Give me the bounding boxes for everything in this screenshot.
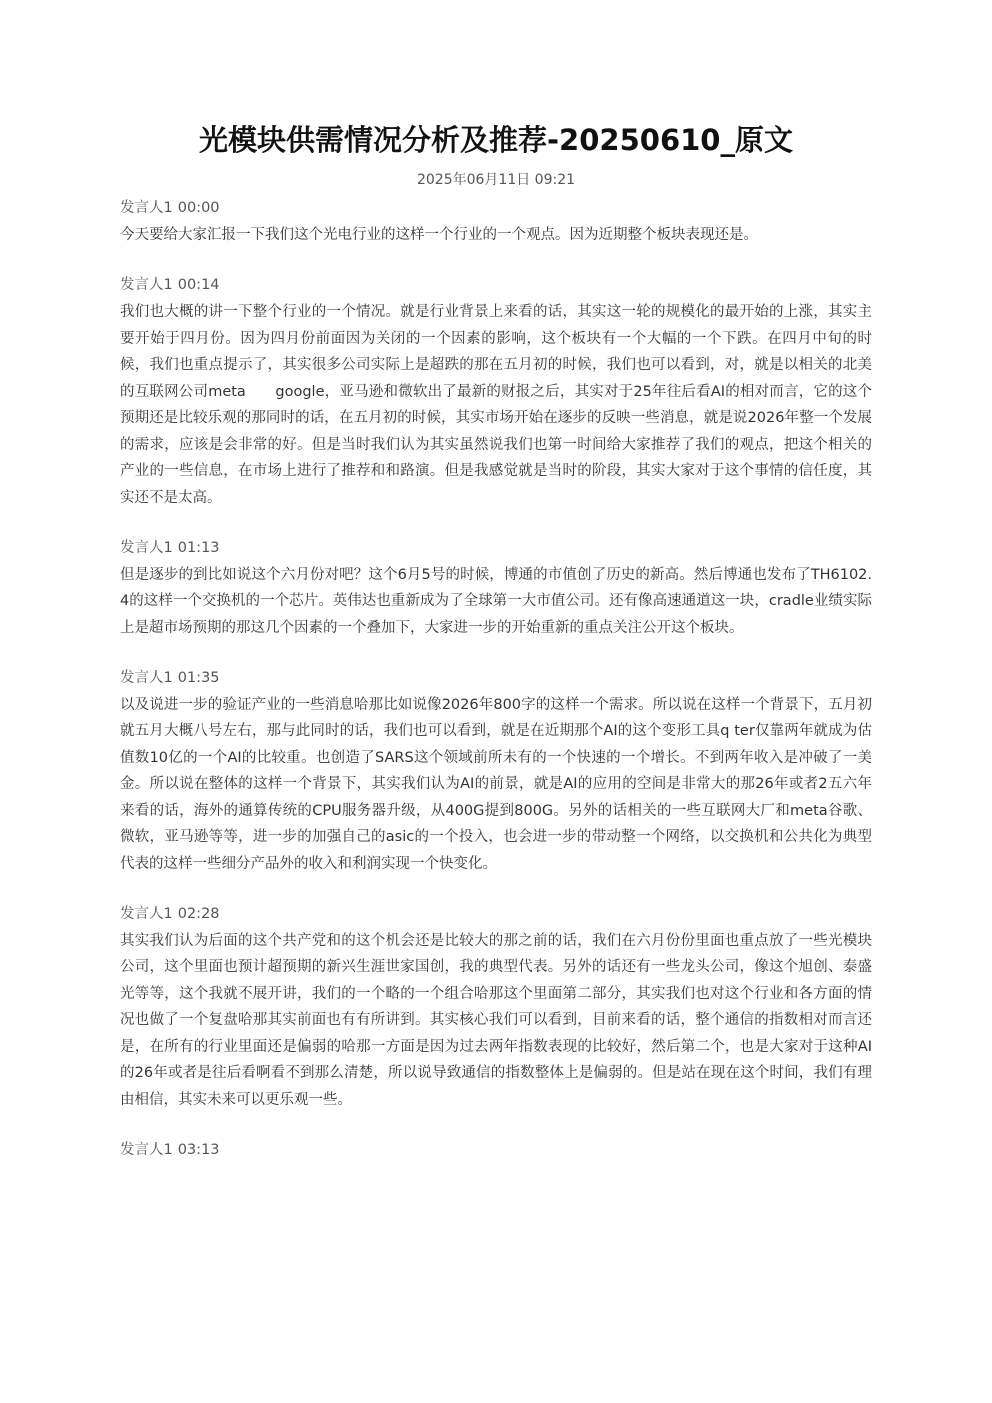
segment-timestamp: 02:28	[177, 905, 220, 922]
segment-text: 我们也大概的讲一下整个行业的一个情况。就是行业背景上来看的话，其实这一轮的规模化的最开始的上涨，其实主要开始于四月份。因为四月份前面因为关闭的一个因素的影响，这个板块有一个大幅的一个下跌。在四月中旬的时候，我们也重点提示了，其实很多公司实际上是超跌的那在五月初的时候，我们也可以看到，对，就是以相关的北美的互联网公司meta google，亚马逊和微软出了最新的财报之后，其实对于25年往后看AI的相对而言，它的这个预期还是比较乐观的那同时的话，在五月初的时候，其实市场开始在逐步的反映一些消息，就是说2026年整一个发展的需求，应该是会非常的好。但是当时我们认为其实虽然说我们也第一时间给大家推荐了我们的观点，把这个相关的产业的一些信息，在市场上进行了推荐和和路演。但是我感觉就是当时的阶段，其实大家对于这个事情的信任度，其实还不是太高。	[120, 304, 872, 506]
speaker-name: 发言人1	[120, 539, 173, 556]
transcript	[120, 198, 872, 1160]
segment-timestamp: 00:14	[177, 277, 220, 293]
speaker-line	[120, 1140, 872, 1160]
document-date: 2025年06月11日 09:21	[416, 172, 576, 188]
speaker-line	[120, 668, 872, 688]
transcript-segment	[120, 668, 872, 878]
speaker-name: 发言人1	[120, 905, 173, 922]
speaker-name: 发言人1	[120, 277, 173, 293]
segment-timestamp: 01:13	[177, 539, 220, 556]
speaker-name: 发言人1	[120, 200, 173, 216]
segment-timestamp: 00:00	[177, 200, 220, 216]
segment-timestamp: 03:13	[177, 1141, 220, 1158]
segment-text: 但是逐步的到比如说这个六月份对吧？这个6月5号的时候，博通的市值创了历史的新高。然后博通也发布了TH6102.4的这样一个交换机的一个芯片。英伟达也重新成为了全球第一大市值公司。还有像高速通道这一块，cradle业绩实际上是超市场预期的那这几个因素的一个叠加下，大家进一步的开始重新的重点关注公开这个板块。	[120, 566, 872, 636]
transcript-segment	[120, 1140, 872, 1160]
transcript-segment	[120, 198, 872, 249]
transcript-segment	[120, 904, 872, 1114]
speaker-line	[120, 904, 872, 924]
segment-timestamp: 01:35	[177, 669, 220, 686]
segment-text: 以及说进一步的验证产业的一些消息哈那比如说像2026年800字的这样一个需求。所以说在这样一个背景下，五月初就五月大概八号左右，那与此同时的话，我们也可以看到，就是在近期那个AI的这个变形工具q ter仅靠两年就成为估值数10亿的一个AI的比较重。也创造了SARS这个领域前所未有的一个快速的一个增长。不到两年收入是冲破了一美金。所以说在整体的这样一个背景下，其实我们认为AI的前景，就是AI的应用的空间是非常大的那26年或者2五六年来看的话，海外的通算传统的CPU服务器升级，从400G提到800G。另外的话相关的一些互联网大厂和meta谷歌、微软，亚马逊等等，进一步的加强自己的asic的一个投入，也会进一步的带动整一个网络，以交换机和公共化为典型代表的这样一些细分产品外的收入和利润实现一个快变化。	[120, 696, 872, 872]
speaker-name: 发言人1	[120, 1141, 173, 1158]
segment-text: 今天要给大家汇报一下我们这个光电行业的这样一个行业的一个观点。因为近期整个板块表现还是。	[120, 227, 758, 243]
transcript-segment	[120, 538, 872, 642]
speaker-line	[120, 275, 872, 295]
segment-text: 其实我们认为后面的这个共产党和的这个机会还是比较大的那之前的话，我们在六月份份里面也重点放了一些光模块公司，这个里面也预计超预期的新兴生涯世家国创，我的典型代表。另外的话还有一些龙头公司，像这个旭创、泰盛光等等，这个我就不展开讲，我们的一个略的一个组合哈那这个里面第二部分，其实我们也对这个行业和各方面的情况也做了一个复盘哈那其实前面也有有所讲到。其实核心我们可以看到，目前来看的话，整个通信的指数相对而言还是，在所有的行业里面还是偏弱的哈那一方面是因为过去两年指数表现的比较好，然后第二个，也是大家对于这种AI的26年或者是往后看啊看不到那么清楚，所以说导致通信的指数整体上是偏弱的。但是站在现在这个时间，我们有理由相信，其实未来可以更乐观一些。	[120, 932, 872, 1108]
transcript-segment	[120, 275, 872, 511]
speaker-name: 发言人1	[120, 669, 173, 686]
document-title: 光模块供需情况分析及推荐-20250610_原文	[199, 123, 793, 157]
speaker-line	[120, 538, 872, 558]
speaker-line	[120, 198, 872, 218]
